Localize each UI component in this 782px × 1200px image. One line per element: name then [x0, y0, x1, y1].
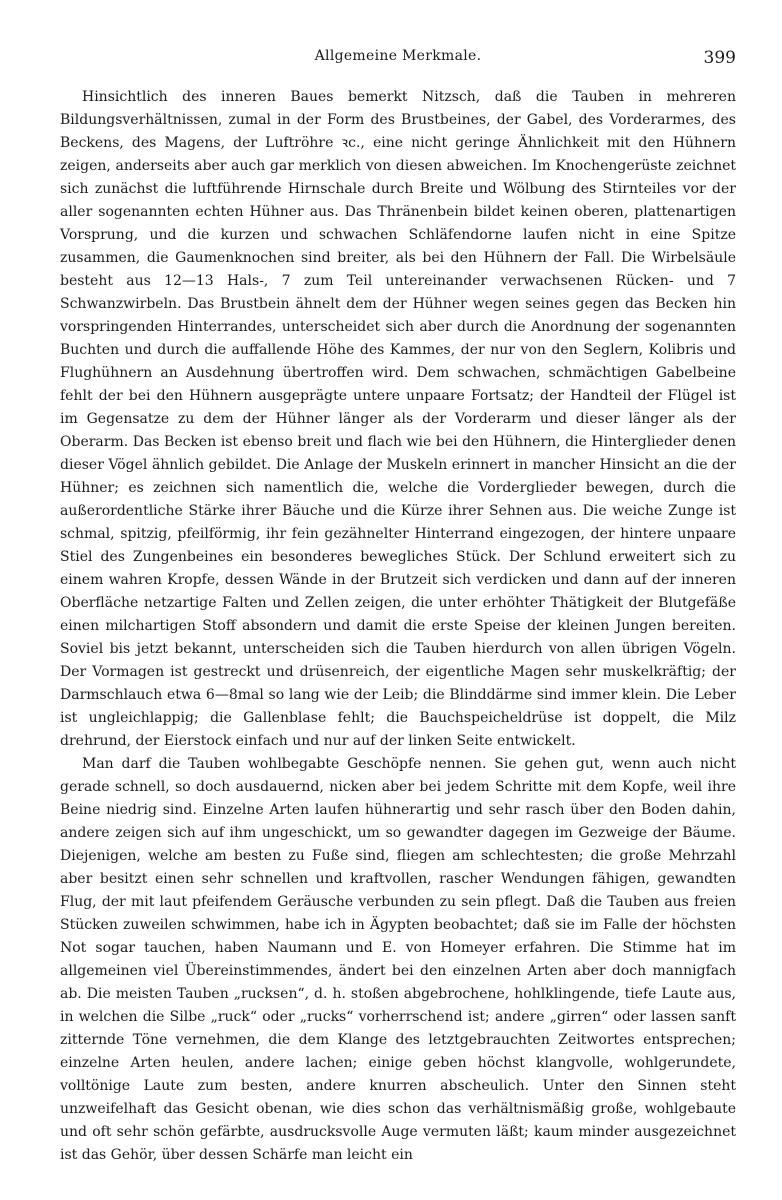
- running-title: Allgemeine Merkmale.: [314, 48, 482, 64]
- page-number: 399: [703, 48, 736, 68]
- paragraph-anatomy: Hinsichtlich des inneren Baues bemerkt Nitzsch, daß die Tauben in mehreren Bildungsverhältnissen, zumal in der Form des Brustbeines, der Gabel, des Vorderarmes, des Beckens, des Magens, der Luftröhre ꝛc., eine nicht geringe Ähnlichkeit mit den Hühnern zeigen, anderseits aber auch gar merklich von diesen abweichen. Im Knochengerüste zeichnet sich zunächst die luftführende Hirnschale durch Breite und Wölbung des Stirnteiles vor der aller sogenannten echten Hühner aus. Das Thränenbein bildet keinen oberen, plattenartigen Vorsprung, und die kurzen und schwachen Schläfendorne laufen nicht in eine Spitze zusammen, die Gaumenknochen sind breiter, als bei den Hühnern der Fall. Die Wirbelsäule besteht aus 12—13 Hals-, 7 zum Teil untereinander verwachsenen Rücken- und 7 Schwanzwirbeln. Das Brustbein ähnelt dem der Hühner wegen seines gegen das Becken hin vorspringenden Hinterrandes, unterscheidet sich aber durch die Anordnung der sogenannten Buchten und durch die auffallende Höhe des Kammes, der nur von den Seglern, Kolibris und Flughühnern an Ausdehnung übertroffen wird. Dem schwachen, schmächtigen Gabelbeine fehlt der bei den Hühnern ausgeprägte untere unpaare Fortsatz; der Handteil der Flügel ist im Gegensatze zu dem der Hühner länger als der Vorderarm und dieser länger als der Oberarm. Das Becken ist ebenso breit und flach wie bei den Hühnern, die Hinterglieder denen dieser Vögel ähnlich gebildet. Die Anlage der Muskeln erinnert in mancher Hinsicht an die der Hühner; es zeichnen sich namentlich die, welche die Vorderglieder bewegen, durch die außerordentliche Stärke ihrer Bäuche und die Kürze ihrer Sehnen aus. Die weiche Zunge ist schmal, spitzig, pfeilförmig, ihr fein gezähnelter Hinterrand eingezogen, der hintere unpaare Stiel des Zungenbeines ein besonderes bewegliches Stück. Der Schlund erweitert sich zu einem wahren Kropfe, dessen Wände in der Brutzeit sich verdicken und dann auf der inneren Oberfläche netzartige Falten und Zellen zeigen, die unter erhöhter Thätigkeit der Blutgefäße einen milchartigen Stoff absondern und damit die erste Speise der kleinen Jungen bereiten. Soviel bis jetzt bekannt, unterscheiden sich die Tauben hierdurch von allen übrigen Vögeln. Der Vormagen ist gestreckt und drüsenreich, der eigentliche Magen sehr muskelkräftig; der Darmschlauch etwa 6—8mal so lang wie der Leib; die Blinddärme sind immer klein. Die Leber ist ungleichlappig; die Gallenblase fehlt; die Bauchspeicheldrüse ist doppelt, die Milz drehrund, der Eierstock einfach und nur auf der linken Seite entwickelt.: [60, 89, 736, 749]
- paragraph-behavior: Man darf die Tauben wohlbegabte Geschöpfe nennen. Sie gehen gut, wenn auch nicht gerade schnell, so doch ausdauernd, nicken aber bei jedem Schritte mit dem Kopfe, weil ihre Beine niedrig sind. Einzelne Arten laufen hühnerartig und sehr rasch über den Boden dahin, andere zeigen sich auf ihm ungeschickt, um so gewandter dagegen im Gezweige der Bäume. Diejenigen, welche am besten zu Fuße sind, fliegen am schlechtesten; die große Mehrzahl aber besitzt einen sehr schnellen und kraftvollen, rascher Wendungen fähigen, gewandten Flug, der mit laut pfeifendem Geräusche verbunden zu sein pflegt. Daß die Tauben aus freien Stücken zuweilen schwimmen, habe ich in Ägypten beobachtet; daß sie im Falle der höchsten Not sogar tauchen, haben Naumann und E. von Homeyer erfahren. Die Stimme hat im allgemeinen viel Übereinstimmendes, ändert bei den einzelnen Arten aber doch mannigfach ab. Die meisten Tauben „rucksen“, d. h. stoßen abgebrochene, hohlklingende, tiefe Laute aus, in welchen die Silbe „ruck“ oder „rucks“ vorherrschend ist; andere „girren“ oder lassen sanft zitternde Töne vernehmen, die dem Klange des letztgebrauchten Zeitwortes entsprechen; einzelne Arten heulen, andere lachen; einige geben höchst klangvolle, wohlgerundete, volltönige Laute zum besten, andere knurren abscheulich. Unter den Sinnen steht unzweifelhaft das Gesicht obenan, wie dies schon das verhältnismäßig große, wohlgebaute und oft sehr schön gefärbte, ausdrucksvolle Auge vermuten läßt; kaum minder ausgezeichnet ist das Gehör, über dessen Schärfe man leicht ein: [60, 756, 736, 1163]
- running-head: [60, 48, 736, 74]
- body-text: [60, 86, 736, 1167]
